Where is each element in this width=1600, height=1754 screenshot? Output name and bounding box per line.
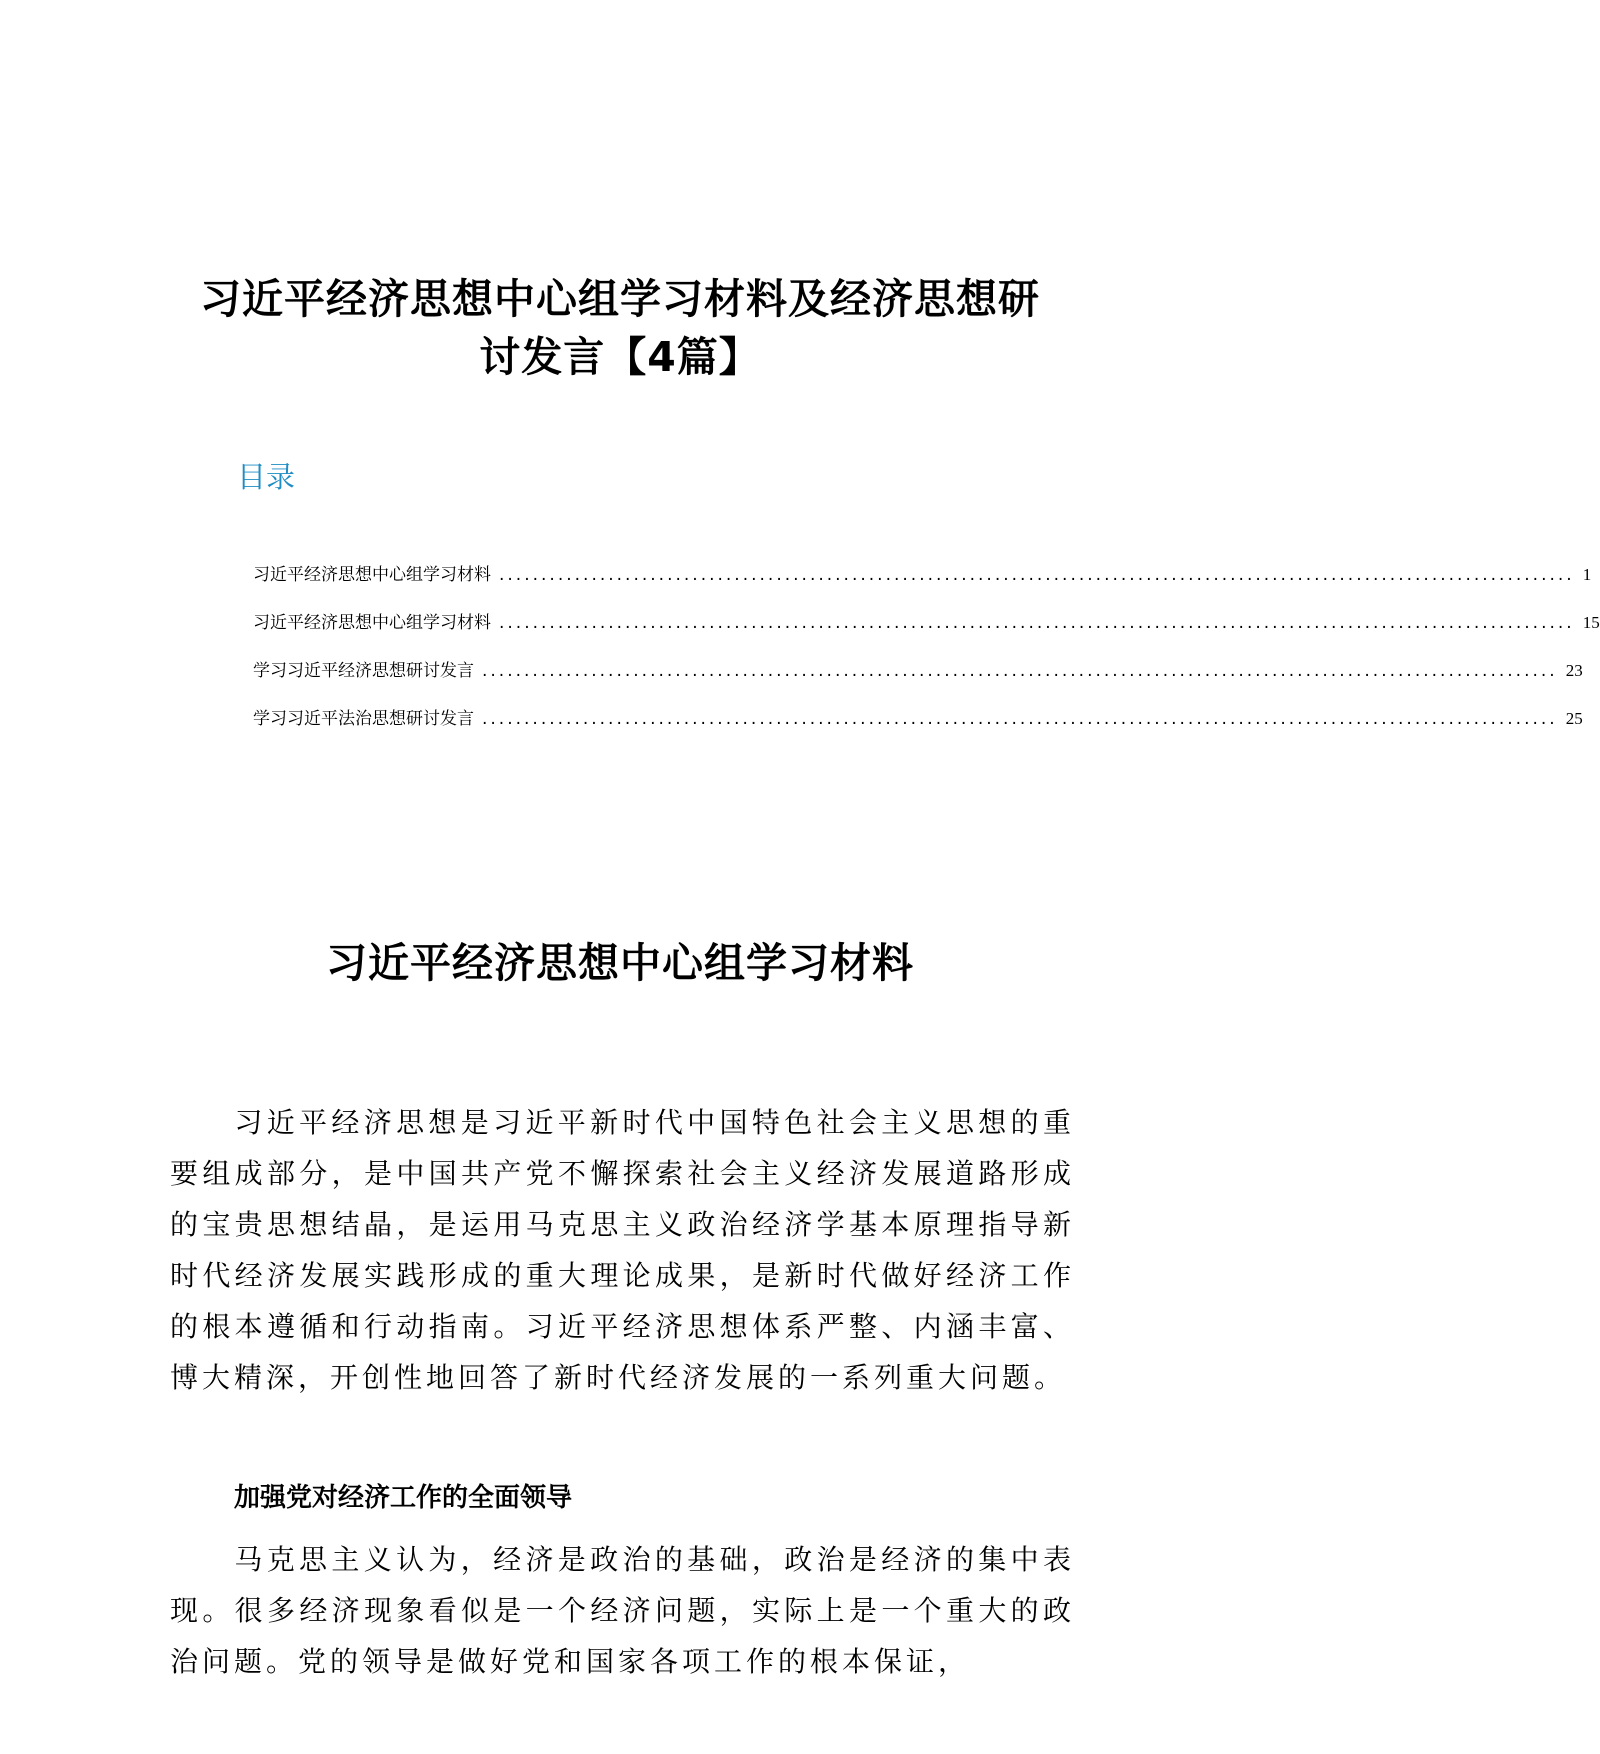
toc-entry[interactable] bbox=[253, 560, 1592, 608]
toc-entry-title: 习近平经济思想中心组学习材料 bbox=[253, 565, 491, 585]
toc-entry[interactable] bbox=[253, 704, 1583, 752]
toc-entry[interactable] bbox=[253, 608, 1600, 656]
toc-entry-page: 1 bbox=[1582, 565, 1592, 584]
document-title-line-1: 习近平经济思想中心组学习材料及经济思想研 bbox=[200, 275, 1040, 323]
toc-entry[interactable] bbox=[253, 656, 1583, 704]
toc-heading: 目录 bbox=[237, 460, 296, 494]
toc-entry-title: 学习习近平法治思想研讨发言 bbox=[253, 709, 474, 729]
toc-entry-title: 学习习近平经济思想研讨发言 bbox=[253, 661, 474, 681]
toc-leader-dots: ................................................................................................................................ bbox=[482, 709, 1558, 729]
toc-entry-page: 15 bbox=[1582, 613, 1600, 632]
toc-entry-title: 习近平经济思想中心组学习材料 bbox=[253, 613, 491, 633]
toc-entry-page: 23 bbox=[1565, 661, 1583, 680]
body-paragraph-1-text: 习近平经济思想是习近平新时代中国特色社会主义思想的重要组成部分，是中国共产党不懈探索社会主义经济发展道路形成的宝贵思想结晶，是运用马克思主义政治经济学基本原理指导新时代经济发展实践形成的重大理论成果，是新时代做好经济工作的根本遵循和行动指南。习近平经济思想体系严整、内涵丰富、博大精深，开创性地回答了新时代经济发展的一系列重大问题。 bbox=[170, 1106, 1075, 1394]
toc-leader-dots: ................................................................................................................................ bbox=[482, 661, 1558, 681]
toc-leader-dots: ................................................................................................................................ bbox=[499, 565, 1575, 585]
body-paragraph-1 bbox=[170, 1097, 1075, 1403]
body-paragraph-2 bbox=[170, 1534, 1075, 1687]
section-title: 习近平经济思想中心组学习材料 bbox=[326, 939, 914, 987]
toc-leader-dots: ................................................................................................................................ bbox=[499, 613, 1575, 633]
toc-entry-page: 25 bbox=[1565, 709, 1583, 728]
document-title-line-2: 讨发言【4篇】 bbox=[479, 333, 761, 381]
table-of-contents bbox=[253, 560, 1600, 752]
document-title bbox=[150, 270, 1090, 386]
section-subheading: 加强党对经济工作的全面领导 bbox=[234, 1483, 573, 1513]
body-paragraph-2-text: 马克思主义认为，经济是政治的基础，政治是经济的集中表现。很多经济现象看似是一个经济问题，实际上是一个重大的政治问题。党的领导是做好党和国家各项工作的根本保证， bbox=[170, 1543, 1075, 1678]
